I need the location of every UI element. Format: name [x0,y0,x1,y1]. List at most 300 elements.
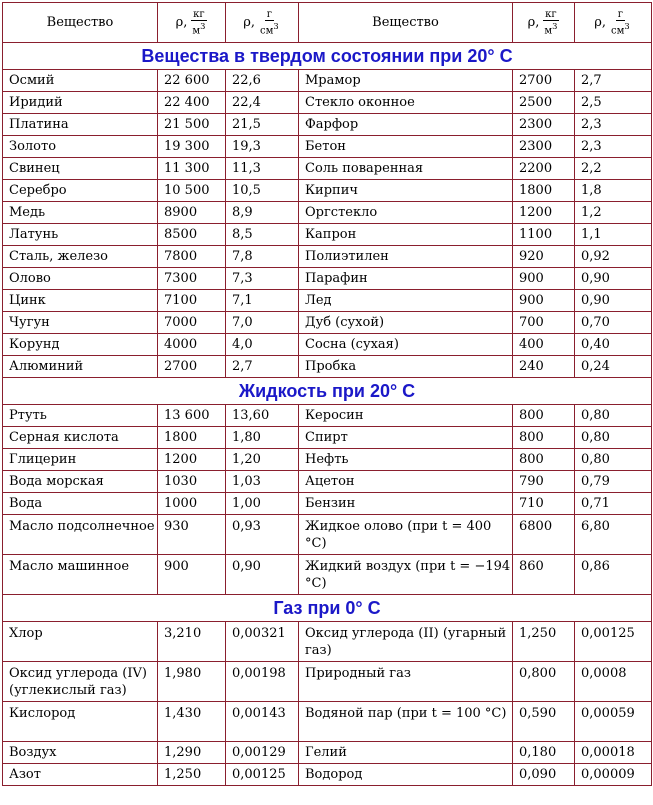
density-g-value-right [575,662,652,702]
substance-name-right [299,427,513,449]
substance-name-text: Кирпич [305,183,358,198]
density-kg-value-text: 900 [164,559,189,574]
density-kg-value-text: 1030 [164,474,198,489]
rho-symbol: ρ, [527,14,540,30]
substance-name-text: Оргстекло [305,205,378,220]
substance-name-right [299,224,513,246]
substance-name-right [299,449,513,471]
substance-name-text: Водяной пар (при t = 100 °C) [305,706,507,721]
density-g-value-text: 0,80 [581,452,610,467]
substance-name-text: Ртуть [9,408,47,423]
substance-name-text: Алюминий [9,359,84,374]
substance-name-left [3,114,158,136]
density-g-value-right [575,764,652,786]
density-kg-value-right [513,622,575,662]
section-title: Газ при 0° C [3,595,652,622]
density-g-value-left [226,202,299,224]
density-g-value-text: 7,0 [232,315,253,330]
density-g-value-left [226,92,299,114]
density-kg-value-right [513,493,575,515]
density-g-value-text: 1,8 [581,183,602,198]
density-kg-value-text: 11 300 [164,161,210,176]
substance-name-text: Дуб (сухой) [305,315,385,330]
table-row [3,471,652,493]
density-kg-value-right [513,202,575,224]
density-kg-value-right [513,268,575,290]
density-kg-value-text: 2700 [164,359,198,374]
density-g-value-text: 0,00129 [232,745,286,760]
density-kg-value-text: 3,210 [164,626,202,641]
table-row [3,449,652,471]
density-g-value-right [575,334,652,356]
density-kg-value-text: 1,290 [164,745,202,760]
density-kg-value-right [513,764,575,786]
density-kg-value-right [513,555,575,595]
substance-name-text: Осмий [9,73,55,88]
rho-symbol: ρ, [243,14,256,30]
density-g-value-right [575,312,652,334]
substance-name-right [299,136,513,158]
unit-m: м [544,25,553,37]
density-kg-value-text: 790 [519,474,544,489]
density-g-value-right [575,70,652,92]
density-g-value-right [575,555,652,595]
substance-name-text: Хлор [9,626,43,641]
density-g-value-right [575,268,652,290]
density-g-value-right [575,202,652,224]
density-kg-value-text: 1000 [164,496,198,511]
density-kg-value-left [158,70,226,92]
substance-name-left [3,70,158,92]
density-g-value-left [226,493,299,515]
density-kg-value-text: 400 [519,337,544,352]
density-kg-value-left [158,427,226,449]
density-kg-value-text: 4000 [164,337,198,352]
table-row [3,202,652,224]
substance-name-text: Глицерин [9,452,77,467]
density-g-value-left [226,268,299,290]
density-g-value-text: 21,5 [232,117,261,132]
substance-name-text: Азот [9,767,41,782]
density-g-value-text: 7,3 [232,271,253,286]
density-kg-value-text: 2200 [519,161,553,176]
density-g-value-text: 0,00018 [581,745,635,760]
rho-symbol: ρ, [594,14,607,30]
density-kg-value-text: 7000 [164,315,198,330]
substance-name-left [3,702,158,742]
density-g-value-left [226,702,299,742]
density-kg-value-right [513,224,575,246]
density-kg-value-left [158,764,226,786]
substance-name-right [299,555,513,595]
density-g-value-text: 0,00125 [232,767,286,782]
table-row [3,224,652,246]
density-g-value-right [575,180,652,202]
density-kg-value-left [158,662,226,702]
density-kg-value-text: 1,250 [164,767,202,782]
header-density-g-right [575,3,652,43]
density-kg-value-text: 7100 [164,293,198,308]
substance-name-text: Оксид углерода (IV) (углекислый газ) [9,666,147,698]
density-kg-value-text: 0,090 [519,767,557,782]
density-g-value-text: 1,20 [232,452,261,467]
density-kg-value-text: 8900 [164,205,198,220]
substance-name-text: Бензин [305,496,356,511]
density-kg-value-text: 1800 [164,430,198,445]
density-g-value-text: 11,3 [232,161,261,176]
table-row [3,92,652,114]
table-row [3,268,652,290]
substance-name-left [3,764,158,786]
substance-name-text: Иридий [9,95,63,110]
density-kg-value-right [513,70,575,92]
density-kg-value-left [158,114,226,136]
density-g-value-text: 0,86 [581,559,610,574]
substance-name-text: Серная кислота [9,430,119,445]
table-row [3,405,652,427]
density-g-value-right [575,356,652,378]
density-g-value-left [226,224,299,246]
table-row [3,114,652,136]
table-row [3,136,652,158]
density-kg-value-text: 8500 [164,227,198,242]
unit-exp: 3 [273,20,279,31]
density-g-value-right [575,224,652,246]
substance-name-right [299,471,513,493]
substance-name-right [299,702,513,742]
table-row [3,70,652,92]
substance-name-text: Бетон [305,139,346,154]
density-kg-value-left [158,622,226,662]
table-row [3,622,652,662]
table-row [3,662,652,702]
substance-name-text: Свинец [9,161,60,176]
density-g-value-left [226,555,299,595]
table-row [3,158,652,180]
substance-name-left [3,334,158,356]
density-g-value-text: 22,6 [232,73,261,88]
substance-name-text: Лед [305,293,332,308]
density-g-value-right [575,449,652,471]
density-g-value-text: 1,00 [232,496,261,511]
substance-name-text: Вода [9,496,43,511]
substance-name-right [299,405,513,427]
density-g-value-left [226,622,299,662]
density-g-value-text: 2,5 [581,95,602,110]
density-g-value-right [575,427,652,449]
density-kg-value-text: 21 500 [164,117,210,132]
density-kg-value-text: 800 [519,452,544,467]
header-substance-left: Вещество [3,3,158,43]
section-title-row [3,43,652,70]
substance-name-left [3,136,158,158]
density-kg-value-text: 240 [519,359,544,374]
density-g-value-text: 1,1 [581,227,602,242]
density-g-value-text: 0,71 [581,496,610,511]
density-kg-value-right [513,334,575,356]
density-kg-value-text: 800 [519,430,544,445]
section-title-row [3,378,652,405]
substance-name-text: Корунд [9,337,60,352]
substance-name-right [299,515,513,555]
density-g-value-text: 7,1 [232,293,253,308]
density-g-value-left [226,449,299,471]
table-row [3,180,652,202]
substance-name-text: Стекло оконное [305,95,415,110]
table-row [3,356,652,378]
density-kg-value-right [513,158,575,180]
density-kg-value-right [513,114,575,136]
substance-name-text: Золото [9,139,57,154]
density-kg-value-text: 700 [519,315,544,330]
density-kg-value-text: 19 300 [164,139,210,154]
substance-name-right [299,290,513,312]
density-kg-value-text: 1,250 [519,626,557,641]
substance-name-text: Жидкий воздух (при t = −194 °C) [305,559,511,591]
density-g-value-right [575,405,652,427]
substance-name-left [3,356,158,378]
unit-m: м [192,25,201,37]
density-kg-value-left [158,246,226,268]
substance-name-left [3,202,158,224]
density-g-value-text: 0,79 [581,474,610,489]
density-g-value-text: 7,8 [232,249,253,264]
density-kg-value-text: 1,430 [164,706,202,721]
density-g-value-text: 2,7 [232,359,253,374]
density-kg-value-right [513,427,575,449]
substance-name-left [3,493,158,515]
density-g-value-right [575,246,652,268]
density-g-value-text: 6,80 [581,519,610,534]
density-g-value-text: 0,00143 [232,706,286,721]
unit-kg: кг [193,8,205,20]
substance-name-left [3,224,158,246]
density-g-value-text: 0,40 [581,337,610,352]
substance-name-left [3,662,158,702]
substance-name-left [3,405,158,427]
density-kg-value-text: 2300 [519,117,553,132]
density-g-value-text: 0,93 [232,519,261,534]
unit-g: г [617,8,623,20]
density-kg-value-left [158,158,226,180]
density-g-value-text: 0,80 [581,408,610,423]
substance-name-left [3,180,158,202]
density-kg-value-left [158,471,226,493]
density-g-value-left [226,427,299,449]
density-g-value-text: 10,5 [232,183,261,198]
density-kg-value-text: 7800 [164,249,198,264]
density-g-value-text: 4,0 [232,337,253,352]
substance-name-right [299,92,513,114]
substance-name-text: Гелий [305,745,347,760]
header-density-kg-right [513,3,575,43]
density-g-value-right [575,136,652,158]
substance-name-text: Цинк [9,293,46,308]
unit-exp: 3 [552,20,558,31]
density-kg-value-left [158,702,226,742]
density-g-value-left [226,334,299,356]
density-kg-value-text: 1800 [519,183,553,198]
substance-name-text: Олово [9,271,51,286]
density-g-value-text: 8,9 [232,205,253,220]
substance-name-text: Масло подсолнечное [9,519,155,534]
table-row [3,427,652,449]
density-kg-value-text: 920 [519,249,544,264]
density-g-value-text: 2,3 [581,117,602,132]
density-kg-value-right [513,92,575,114]
substance-name-left [3,449,158,471]
section-title: Жидкость при 20° C [3,378,652,405]
section-title-row [3,595,652,622]
density-kg-value-text: 900 [519,271,544,286]
substance-name-text: Масло машинное [9,559,130,574]
density-g-value-text: 1,2 [581,205,602,220]
density-g-value-text: 2,2 [581,161,602,176]
density-kg-value-right [513,180,575,202]
density-g-value-text: 0,90 [232,559,261,574]
table-row [3,702,652,742]
density-kg-value-right [513,246,575,268]
substance-name-left [3,742,158,764]
density-kg-value-text: 6800 [519,519,553,534]
density-kg-value-right [513,742,575,764]
density-g-value-text: 19,3 [232,139,261,154]
density-kg-value-text: 1200 [519,205,553,220]
substance-name-text: Нефть [305,452,349,467]
substance-name-right [299,493,513,515]
density-kg-value-text: 2700 [519,73,553,88]
table-header-row [3,3,652,43]
substance-name-text: Платина [9,117,69,132]
table-row [3,764,652,786]
density-g-value-left [226,312,299,334]
substance-name-text: Фарфор [305,117,359,132]
header-density-g-left [226,3,299,43]
density-g-value-right [575,493,652,515]
density-g-value-text: 1,03 [232,474,261,489]
density-kg-value-text: 22 600 [164,73,210,88]
table-row [3,290,652,312]
density-kg-value-text: 2500 [519,95,553,110]
density-kg-value-text: 930 [164,519,189,534]
density-kg-value-left [158,136,226,158]
substance-name-left [3,268,158,290]
density-g-value-right [575,622,652,662]
substance-name-left [3,290,158,312]
table-row [3,312,652,334]
density-kg-value-left [158,356,226,378]
density-g-value-text: 0,24 [581,359,610,374]
density-kg-value-right [513,405,575,427]
density-kg-value-right [513,449,575,471]
density-kg-value-left [158,180,226,202]
header-substance-right: Вещество [299,3,513,43]
density-g-value-text: 0,80 [581,430,610,445]
density-g-value-left [226,114,299,136]
density-kg-value-text: 1200 [164,452,198,467]
density-g-value-text: 2,3 [581,139,602,154]
unit-cm: см [611,25,625,37]
density-kg-value-left [158,515,226,555]
density-g-value-text: 0,0008 [581,666,627,681]
density-g-value-text: 0,90 [581,271,610,286]
density-kg-value-left [158,742,226,764]
unit-cm: см [260,25,274,37]
rho-symbol: ρ, [175,14,188,30]
density-kg-value-right [513,662,575,702]
substance-name-text: Медь [9,205,46,220]
substance-name-text: Ацетон [305,474,355,489]
density-g-value-left [226,742,299,764]
density-g-value-text: 0,70 [581,315,610,330]
density-kg-value-left [158,224,226,246]
table-row [3,555,652,595]
substance-name-right [299,356,513,378]
density-table-container [2,2,652,786]
density-g-value-text: 0,00321 [232,626,286,641]
density-kg-value-text: 22 400 [164,95,210,110]
density-kg-value-left [158,555,226,595]
density-kg-value-text: 13 600 [164,408,210,423]
substance-name-left [3,246,158,268]
density-g-value-left [226,290,299,312]
density-g-value-text: 0,00059 [581,706,635,721]
substance-name-text: Мрамор [305,73,361,88]
substance-name-text: Оксид углерода (II) (угарный газ) [305,626,507,658]
density-kg-value-left [158,202,226,224]
substance-name-text: Серебро [9,183,67,198]
substance-name-text: Водород [305,767,363,782]
table-row [3,515,652,555]
substance-name-text: Латунь [9,227,59,242]
density-kg-value-right [513,290,575,312]
substance-name-right [299,246,513,268]
substance-name-text: Сосна (сухая) [305,337,399,352]
substance-name-right [299,158,513,180]
substance-name-left [3,471,158,493]
density-kg-value-left [158,312,226,334]
substance-name-text: Сталь, железо [9,249,109,264]
substance-name-text: Парафин [305,271,368,286]
substance-name-right [299,202,513,224]
substance-name-text: Керосин [305,408,364,423]
density-g-value-right [575,290,652,312]
substance-name-text: Вода морская [9,474,104,489]
density-kg-value-text: 860 [519,559,544,574]
density-kg-value-right [513,471,575,493]
density-g-value-right [575,92,652,114]
density-g-value-text: 0,00198 [232,666,286,681]
density-kg-value-left [158,449,226,471]
density-kg-value-right [513,515,575,555]
substance-name-text: Воздух [9,745,57,760]
unit-kg: кг [545,8,557,20]
table-row [3,334,652,356]
density-g-value-left [226,70,299,92]
density-g-value-left [226,471,299,493]
density-g-value-left [226,662,299,702]
substance-name-text: Кислород [9,706,76,721]
density-g-value-right [575,114,652,136]
density-kg-value-right [513,136,575,158]
substance-name-right [299,268,513,290]
density-kg-value-text: 900 [519,293,544,308]
density-g-value-right [575,702,652,742]
density-g-value-text: 0,00125 [581,626,635,641]
substance-name-right [299,764,513,786]
substance-name-text: Пробка [305,359,357,374]
density-g-value-text: 13,60 [232,408,270,423]
